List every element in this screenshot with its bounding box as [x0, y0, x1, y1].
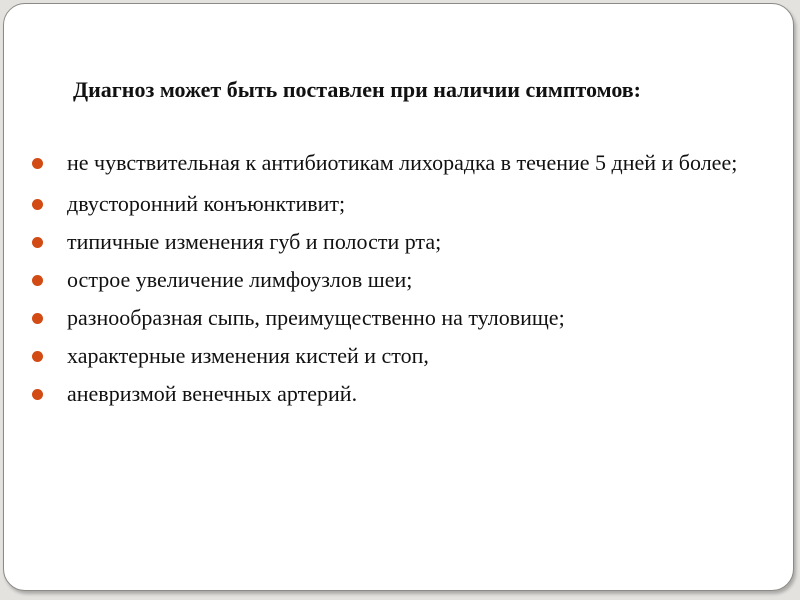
symptom-list — [32, 148, 772, 417]
list-item — [32, 265, 772, 295]
list-item-text: типичные изменения губ и полости рта; — [67, 229, 442, 254]
bullet-dot-icon — [32, 389, 43, 400]
list-item-text: разнообразная сыпь, преимущественно на туловище; — [67, 305, 565, 330]
list-item-text: не чувствительная к антибиотикам лихорадка в течение 5 дней и более; — [67, 150, 738, 175]
list-item — [32, 341, 772, 371]
bullet-dot-icon — [32, 158, 43, 169]
list-item — [32, 303, 772, 333]
bullet-dot-icon — [32, 351, 43, 362]
list-item — [32, 227, 772, 257]
list-item — [32, 379, 772, 409]
bullet-dot-icon — [32, 313, 43, 324]
list-item — [32, 189, 772, 219]
list-item-text: аневризмой венечных артерий. — [67, 381, 358, 406]
bullet-dot-icon — [32, 237, 43, 248]
list-item — [32, 148, 772, 178]
slide — [3, 3, 794, 591]
bullet-dot-icon — [32, 199, 43, 210]
slide-heading: Диагноз может быть поставлен при наличии симптомов: — [73, 77, 641, 102]
bullet-dot-icon — [32, 275, 43, 286]
list-item-text: острое увеличение лимфоузлов шеи; — [67, 267, 413, 292]
list-item-text: характерные изменения кистей и стоп, — [67, 343, 429, 368]
list-item-text: двусторонний конъюнктивит; — [67, 191, 346, 216]
